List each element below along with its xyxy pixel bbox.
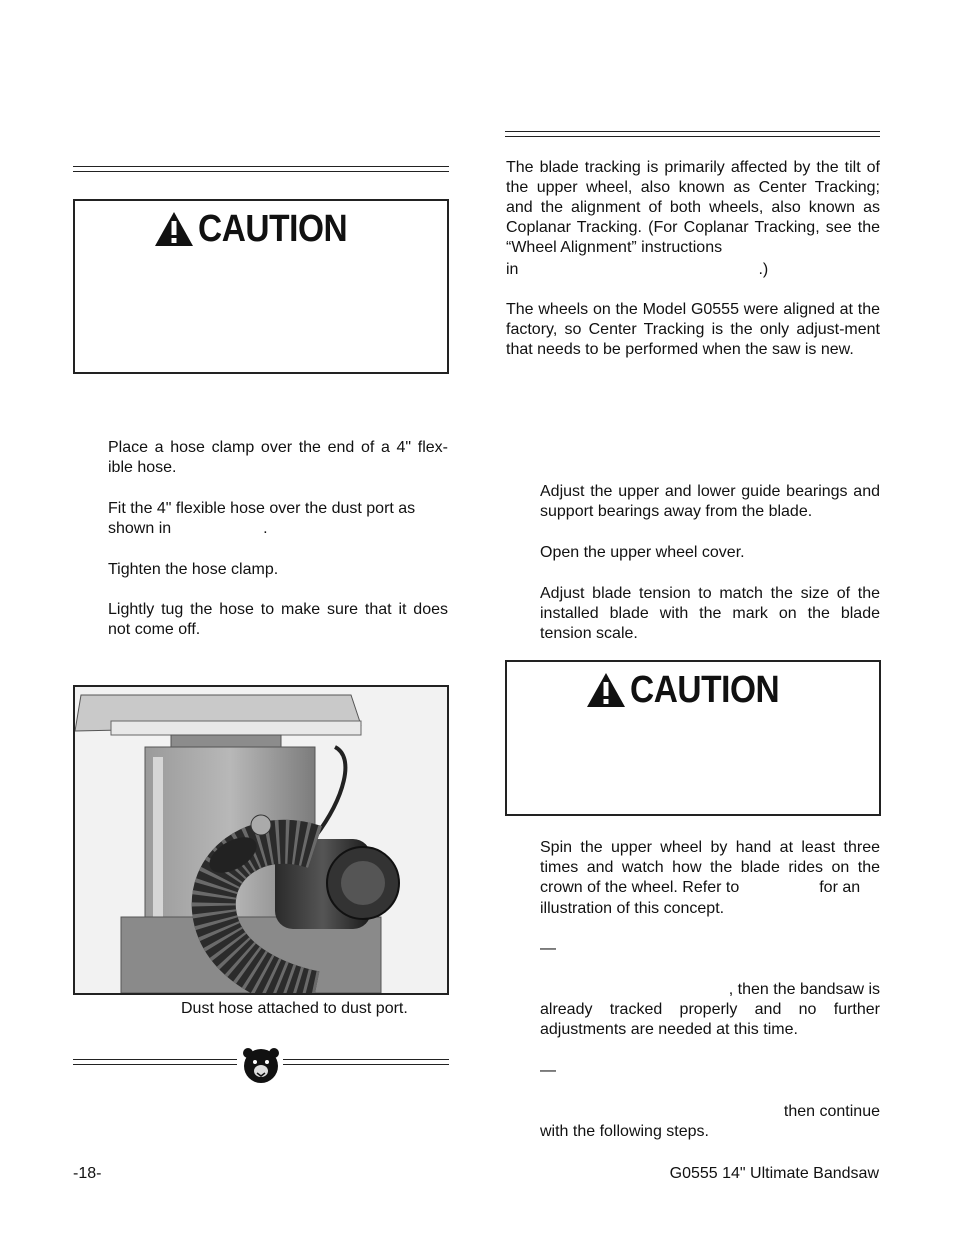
warning-triangle-icon <box>154 211 194 247</box>
caution-label: CAUTION <box>198 208 348 250</box>
result-2-line-a: then continue <box>783 1103 880 1120</box>
figure-photo-dust-hose <box>73 685 449 995</box>
section-rule-right <box>505 131 880 137</box>
result-2-text: with the following steps. <box>540 1123 709 1140</box>
figure-caption: Dust hose attached to dust port. <box>181 1000 408 1017</box>
bear-logo-icon <box>241 1045 281 1085</box>
intro-paragraph-1: The blade tracking is primarily affected by the tilt of the upper wheel, also known as Center Tracking; and the alignment of both wheels, also known as Coplanar Tracking. (For Coplanar Tracking, see the “Wheel Alignment” instructions <box>506 159 880 256</box>
step-3-text: Tighten the hose clamp. <box>108 561 279 578</box>
section-end-rule-left-a <box>73 1059 237 1065</box>
section-end-rule-left-b <box>283 1059 449 1065</box>
manual-title: G0555 14" Ultimate Bandsaw <box>669 1165 879 1182</box>
right-step-4-text: Spin the upper wheel by hand at least three times and watch how the blade rides on the crown of the wheel. Refer to for an <box>540 839 880 896</box>
dash-2: — <box>540 1062 556 1079</box>
caution-label-right: CAUTION <box>630 669 780 711</box>
caution-header <box>75 209 447 249</box>
caution-header-right <box>507 670 879 710</box>
intro-paragraph-1-tail: in .) <box>506 261 769 278</box>
right-step-1-text: Adjust the upper and lower guide bearings and support bearings away from the blade. <box>540 483 880 520</box>
step-1-text: Place a hose clamp over the end of a 4" flex-ible hose. <box>108 439 448 476</box>
page-number: -18- <box>73 1165 102 1182</box>
caution-box-right <box>505 660 881 816</box>
right-step-4-tail: illustration of this concept. <box>540 900 725 917</box>
right-step-3-text: Adjust blade tension to match the size of the installed blade with the mark on the blade tension scale. <box>540 585 880 642</box>
bandsaw-dust-hose-image <box>75 687 447 993</box>
step-4-text: Lightly tug the hose to make sure that it does not come off. <box>108 601 448 638</box>
right-step-2-text: Open the upper wheel cover. <box>540 544 745 561</box>
caution-box-left <box>73 199 449 374</box>
intro-paragraph-2: The wheels on the Model G0555 were aligned at the factory, so Center Tracking is the only adjust-ment that needs to be performed when the saw is new. <box>506 301 880 358</box>
dash-1: — <box>540 940 556 957</box>
warning-triangle-icon <box>586 672 626 708</box>
step-2-text: Fit the 4" flexible hose over the dust port as shown in . <box>108 500 416 537</box>
result-1-text: already tracked properly and no further adjustments are needed at this time. <box>540 1001 880 1038</box>
result-1-line-a: , then the bandsaw is <box>728 981 880 998</box>
section-rule-left <box>73 166 449 172</box>
